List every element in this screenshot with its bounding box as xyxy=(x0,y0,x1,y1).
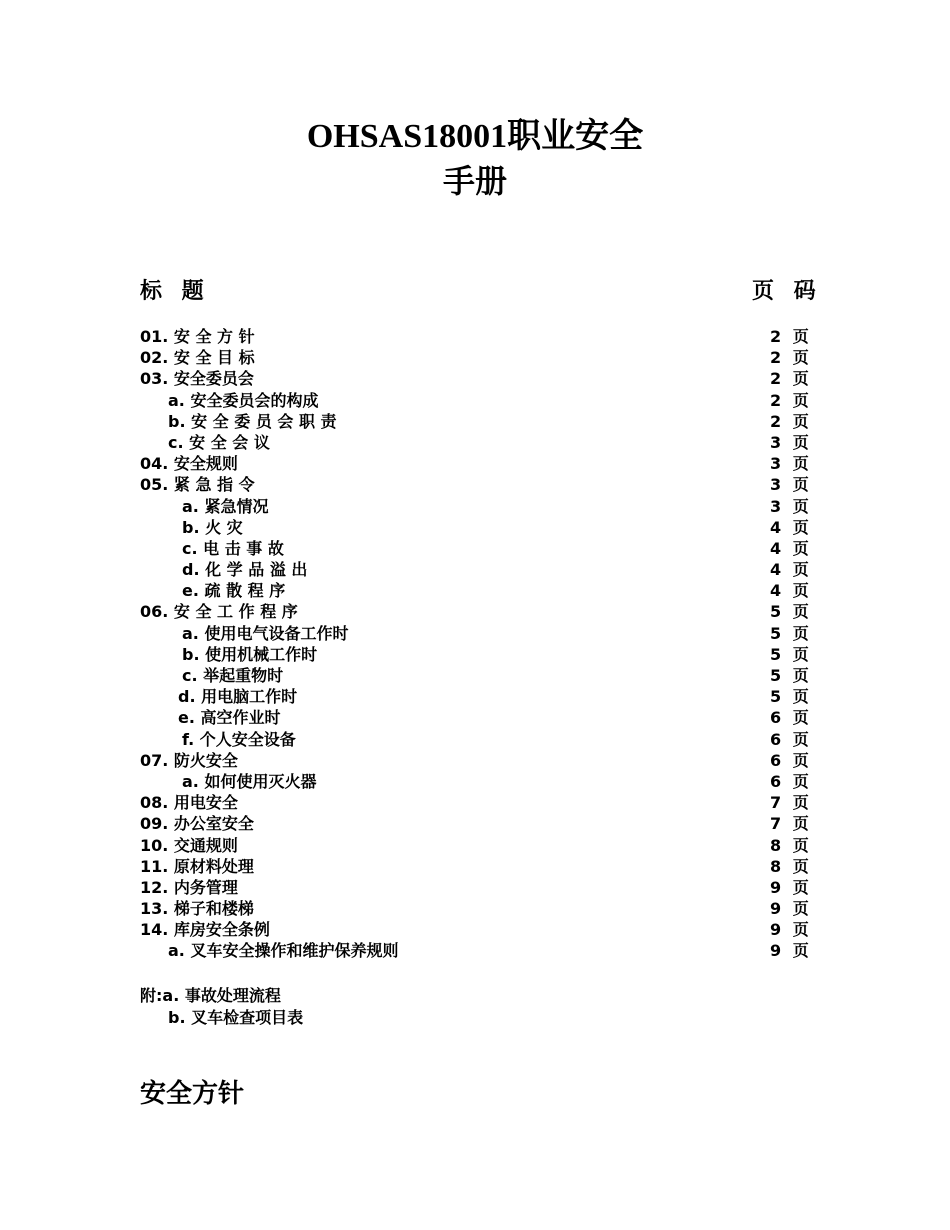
toc-entry-title: d. 化 学 品 溢 出 xyxy=(182,560,308,580)
toc-entry-title: b. 使用机械工作时 xyxy=(182,644,318,664)
toc-header-title: 标 题 xyxy=(140,279,210,304)
toc-entry-title: 03. 安全委员会 xyxy=(140,369,254,389)
toc-entry-page: 9 页 xyxy=(770,877,812,897)
toc-entry-page: 4 页 xyxy=(770,581,812,601)
toc-entry-title: 06. 安 全 工 作 程 序 xyxy=(140,602,298,622)
toc-entry-page: 3 页 xyxy=(770,454,812,474)
toc-row[interactable] xyxy=(0,347,950,368)
toc-entry-page: 2 页 xyxy=(770,369,812,389)
toc-row[interactable] xyxy=(0,729,950,750)
toc-row[interactable] xyxy=(0,390,950,411)
toc-row[interactable] xyxy=(0,368,950,389)
toc-entry-title: b. 火 灾 xyxy=(182,517,243,537)
toc-entry-page: 3 页 xyxy=(770,432,812,452)
toc-entry-page: 9 页 xyxy=(770,920,812,940)
toc-entry-page: 5 页 xyxy=(770,602,812,622)
toc-entry-page: 6 页 xyxy=(770,771,812,791)
table-of-contents xyxy=(0,326,950,962)
toc-row[interactable] xyxy=(0,940,950,961)
toc-entry-page: 5 页 xyxy=(770,687,812,707)
toc-row[interactable] xyxy=(0,877,950,898)
toc-entry-title: 08. 用电安全 xyxy=(140,793,238,813)
toc-entry-page: 3 页 xyxy=(770,496,812,516)
toc-entry-page: 2 页 xyxy=(770,411,812,431)
toc-entry-page: 8 页 xyxy=(770,856,812,876)
toc-entry-page: 7 页 xyxy=(770,793,812,813)
toc-entry-title: 02. 安 全 目 标 xyxy=(140,348,255,368)
toc-entry-page: 6 页 xyxy=(770,729,812,749)
toc-entry-page: 9 页 xyxy=(770,899,812,919)
toc-row[interactable] xyxy=(0,601,950,622)
toc-entry-title: a. 叉车安全操作和维护保养规则 xyxy=(168,941,399,961)
toc-entry-page: 8 页 xyxy=(770,835,812,855)
toc-entry-page: 6 页 xyxy=(770,750,812,770)
toc-entry-title: c. 安 全 会 议 xyxy=(168,432,270,452)
toc-row[interactable] xyxy=(0,432,950,453)
toc-row[interactable] xyxy=(0,707,950,728)
toc-entry-page: 5 页 xyxy=(770,666,812,685)
toc-entry-title: 07. 防火安全 xyxy=(140,750,238,770)
toc-entry-title: 09. 办公室安全 xyxy=(140,814,254,834)
toc-row[interactable] xyxy=(0,835,950,856)
toc-row[interactable] xyxy=(0,665,950,686)
toc-row[interactable] xyxy=(0,919,950,940)
toc-row[interactable] xyxy=(0,411,950,432)
toc-entry-title: 12. 内务管理 xyxy=(140,877,238,897)
toc-row[interactable] xyxy=(0,453,950,474)
document-title-line2: 手册 xyxy=(442,162,507,200)
toc-entry-page: 4 页 xyxy=(770,560,812,580)
appendix-item-2: b. 叉车检查项目表 xyxy=(168,1008,304,1027)
appendix-item-1: 附:a. 事故处理流程 xyxy=(140,986,281,1005)
toc-entry-page: 3 页 xyxy=(770,475,812,495)
toc-entry-page: 5 页 xyxy=(770,644,812,664)
toc-entry-title: f. 个人安全设备 xyxy=(182,729,296,749)
toc-entry-title: b. 安 全 委 员 会 职 责 xyxy=(168,411,337,431)
toc-entry-title: a. 如何使用灭火器 xyxy=(182,771,317,791)
toc-entry-title: 13. 梯子和楼梯 xyxy=(140,899,254,919)
toc-entry-page: 7 页 xyxy=(770,814,812,834)
toc-row[interactable] xyxy=(0,517,950,538)
toc-entry-page: 2 页 xyxy=(770,348,812,368)
toc-row[interactable] xyxy=(0,644,950,665)
toc-header-page: 页 码 xyxy=(752,279,822,304)
toc-row[interactable] xyxy=(0,538,950,559)
toc-row[interactable] xyxy=(0,559,950,580)
toc-entry-title: 04. 安全规则 xyxy=(140,454,238,474)
document-title: OHSAS18001职业安全 xyxy=(306,118,644,155)
toc-entry-page: 2 页 xyxy=(770,327,812,346)
toc-entry-page: 9 页 xyxy=(770,941,812,961)
toc-row[interactable] xyxy=(0,496,950,517)
toc-row[interactable] xyxy=(0,856,950,877)
toc-row[interactable] xyxy=(0,771,950,792)
toc-entry-title: 11. 原材料处理 xyxy=(140,856,254,876)
toc-row[interactable] xyxy=(0,474,950,495)
toc-entry-page: 4 页 xyxy=(770,517,812,537)
appendix xyxy=(0,985,950,1029)
toc-row[interactable] xyxy=(0,750,950,771)
toc-entry-title: d. 用电脑工作时 xyxy=(178,687,298,707)
toc-row[interactable] xyxy=(0,813,950,834)
toc-row[interactable] xyxy=(0,792,950,813)
toc-entry-title: 14. 库房安全条例 xyxy=(140,920,270,940)
toc-entry-title: 01. 安 全 方 针 xyxy=(140,327,255,346)
toc-entry-title: e. 高空作业时 xyxy=(178,708,281,728)
toc-entry-page: 4 页 xyxy=(770,538,812,558)
toc-entry-page: 2 页 xyxy=(770,390,812,410)
toc-entry-title: a. 紧急情况 xyxy=(182,496,269,516)
toc-row[interactable] xyxy=(0,580,950,601)
toc-entry-page: 5 页 xyxy=(770,623,812,643)
toc-row[interactable] xyxy=(0,898,950,919)
toc-row[interactable] xyxy=(0,623,950,644)
toc-entry-title: 10. 交通规则 xyxy=(140,835,238,855)
toc-entry-title: a. 安全委员会的构成 xyxy=(168,390,319,410)
toc-entry-page: 6 页 xyxy=(770,708,812,728)
toc-entry-title: a. 使用电气设备工作时 xyxy=(182,623,349,643)
toc-entry-title: 05. 紧 急 指 令 xyxy=(140,475,255,495)
toc-row[interactable] xyxy=(0,326,950,347)
toc-entry-title: c. 举起重物时 xyxy=(182,666,284,685)
toc-row[interactable] xyxy=(0,686,950,707)
section-heading: 安全方针 xyxy=(140,1079,245,1109)
toc-entry-title: e. 疏 散 程 序 xyxy=(182,581,286,601)
toc-entry-title: c. 电 击 事 故 xyxy=(182,538,284,558)
